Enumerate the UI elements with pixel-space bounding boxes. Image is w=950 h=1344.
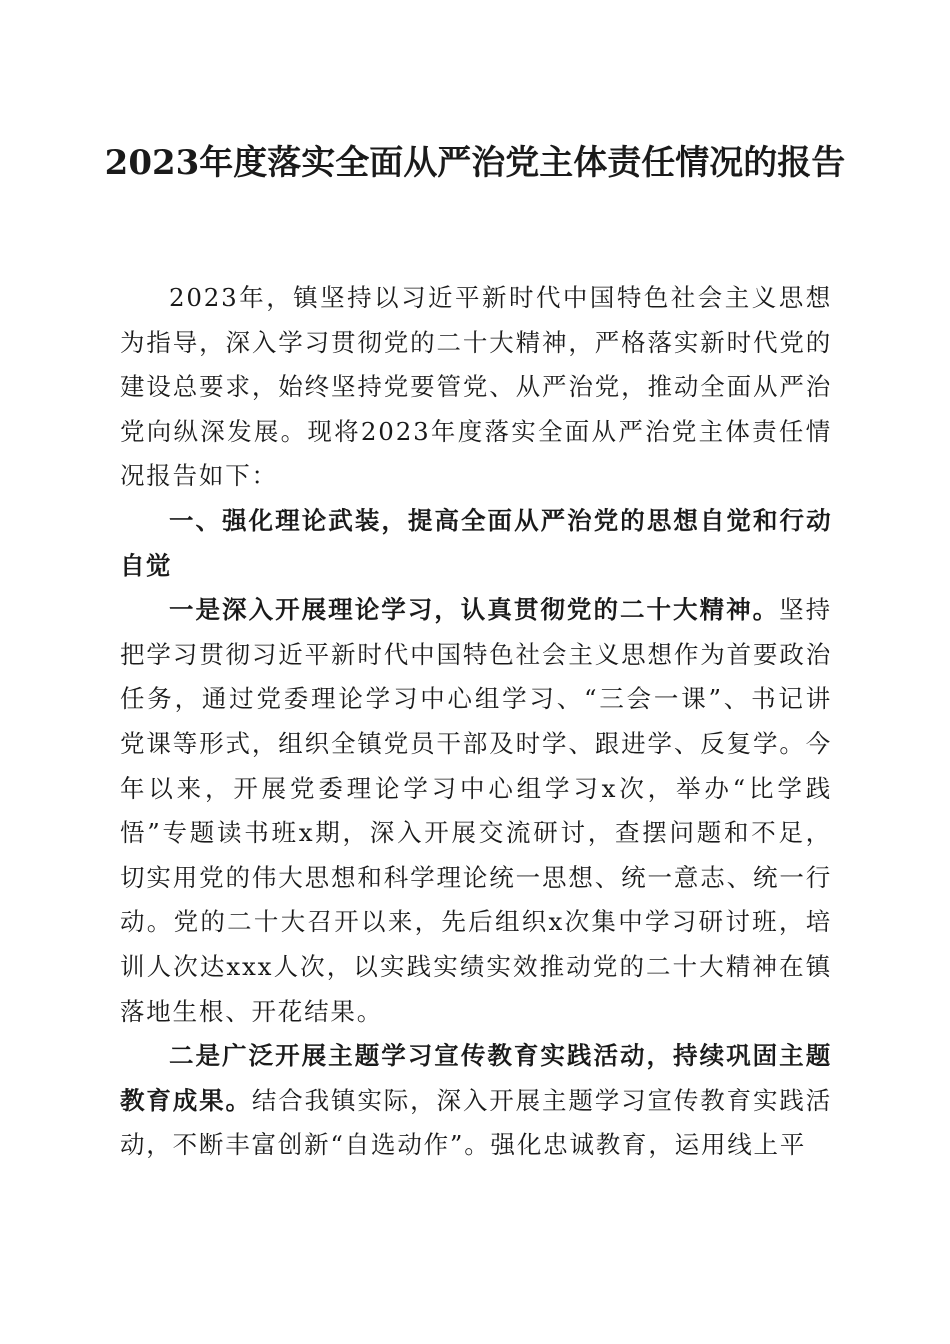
paragraph-1 [120, 588, 832, 1034]
paragraph-1-lead: 一是深入开展理论学习，认真贯彻党的二十大精神。 [169, 595, 780, 625]
document-title: 2023年度落实全面从严治党主体责任情况的报告 [104, 143, 846, 183]
section-1-heading: 一、强化理论武装，提高全面从严治党的思想自觉和行动自觉 [120, 505, 832, 580]
paragraph-2-lead: 二是广泛开展主题学习宣传教育实践活动，持续巩固主题教育成果。 [120, 1041, 832, 1115]
paragraph-2 [120, 1034, 832, 1168]
paragraph-1-body: 坚持把学习贯彻习近平新时代中国特色社会主义思想作为首要政治任务，通过党委理论学习中心组学习、“三会一课”、书记讲党课等形式，组织全镇党员干部及时学、跟进学、反复学。今年以来，开展党委理论学习中心组学习x次，举办“比学践悟”专题读书班x期，深入开展交流研讨，查摆问题和不足，切实用党的伟大思想和科学理论统一思想、统一意志、统一行动。党的二十大召开以来，先后组织x次集中学习研讨班，培训人次达xxx人次，以实践实绩实效推动党的二十大精神在镇落地生根、开花结果。 [120, 595, 832, 1026]
intro-paragraph: 2023年，镇坚持以习近平新时代中国特色社会主义思想为指导，深入学习贯彻党的二十大精神，严格落实新时代党的建设总要求，始终坚持党要管党、从严治党，推动全面从严治党向纵深发展。现将2023年度落实全面从严治党主体责任情况报告如下： [120, 283, 832, 491]
paragraph-2-body: 结合我镇实际，深入开展主题学习宣传教育实践活动，不断丰富创新“自选动作”。强化忠诚教育，运用线上平 [120, 1085, 832, 1160]
document-body [120, 276, 832, 1168]
